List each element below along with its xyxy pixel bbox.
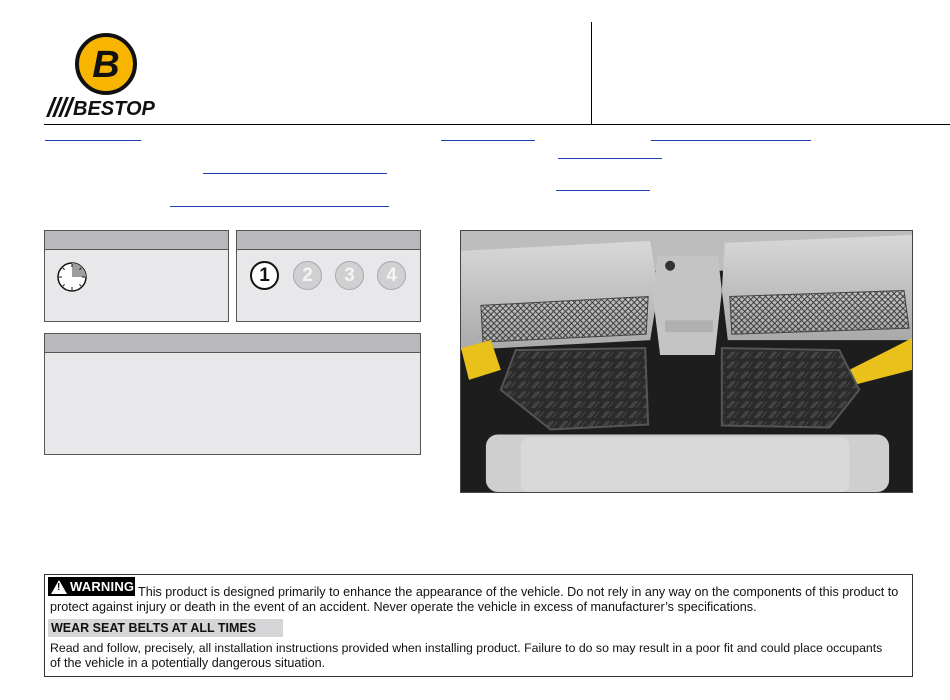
skill-level-panel-header xyxy=(237,231,420,250)
bestop-wordmark xyxy=(44,95,159,119)
link-underline[interactable] xyxy=(170,206,389,207)
warning-line-4: of the vehicle in a potentially dangerous situation. xyxy=(50,656,326,670)
link-underline[interactable] xyxy=(651,140,811,141)
skill-step-2: 2 xyxy=(293,261,322,290)
link-underline[interactable] xyxy=(441,140,535,141)
skill-step-1: 1 xyxy=(250,261,279,290)
notes-panel-header xyxy=(45,334,420,353)
product-photo xyxy=(460,230,913,493)
warning-line-2: protect against injury or death in the event of an accident. Never operate the vehicle in excess of manufacturer’s specifications. xyxy=(50,600,757,614)
link-underline[interactable] xyxy=(556,190,650,191)
link-underline[interactable] xyxy=(558,158,662,159)
notes-panel xyxy=(44,333,421,455)
link-underline[interactable] xyxy=(45,140,141,141)
header-divider-horizontal xyxy=(44,124,950,125)
warning-icon: ! xyxy=(51,580,67,594)
warning-line-1: This product is designed primarily to enhance the appearance of the vehicle. Do not rely in any way on the components of this product to xyxy=(138,585,899,599)
logo-letter: B xyxy=(92,44,120,86)
wordmark-text: BESTOP xyxy=(73,98,155,119)
warning-badge-label: WARNING xyxy=(70,579,135,594)
skill-step-4: 4 xyxy=(377,261,406,290)
seatbelt-notice: WEAR SEAT BELTS AT ALL TIMES xyxy=(48,619,283,637)
clock-icon xyxy=(56,261,88,293)
skill-step-3: 3 xyxy=(335,261,364,290)
warning-line-3: Read and follow, precisely, all installation instructions provided when installing product. Failure to do so may result in a poor fit and could place occupants xyxy=(50,641,883,655)
time-panel-header xyxy=(45,231,228,250)
link-underline[interactable] xyxy=(203,173,387,174)
warning-badge xyxy=(48,577,135,596)
brand-logo-icon xyxy=(75,33,137,95)
header-divider-vertical xyxy=(591,22,592,124)
